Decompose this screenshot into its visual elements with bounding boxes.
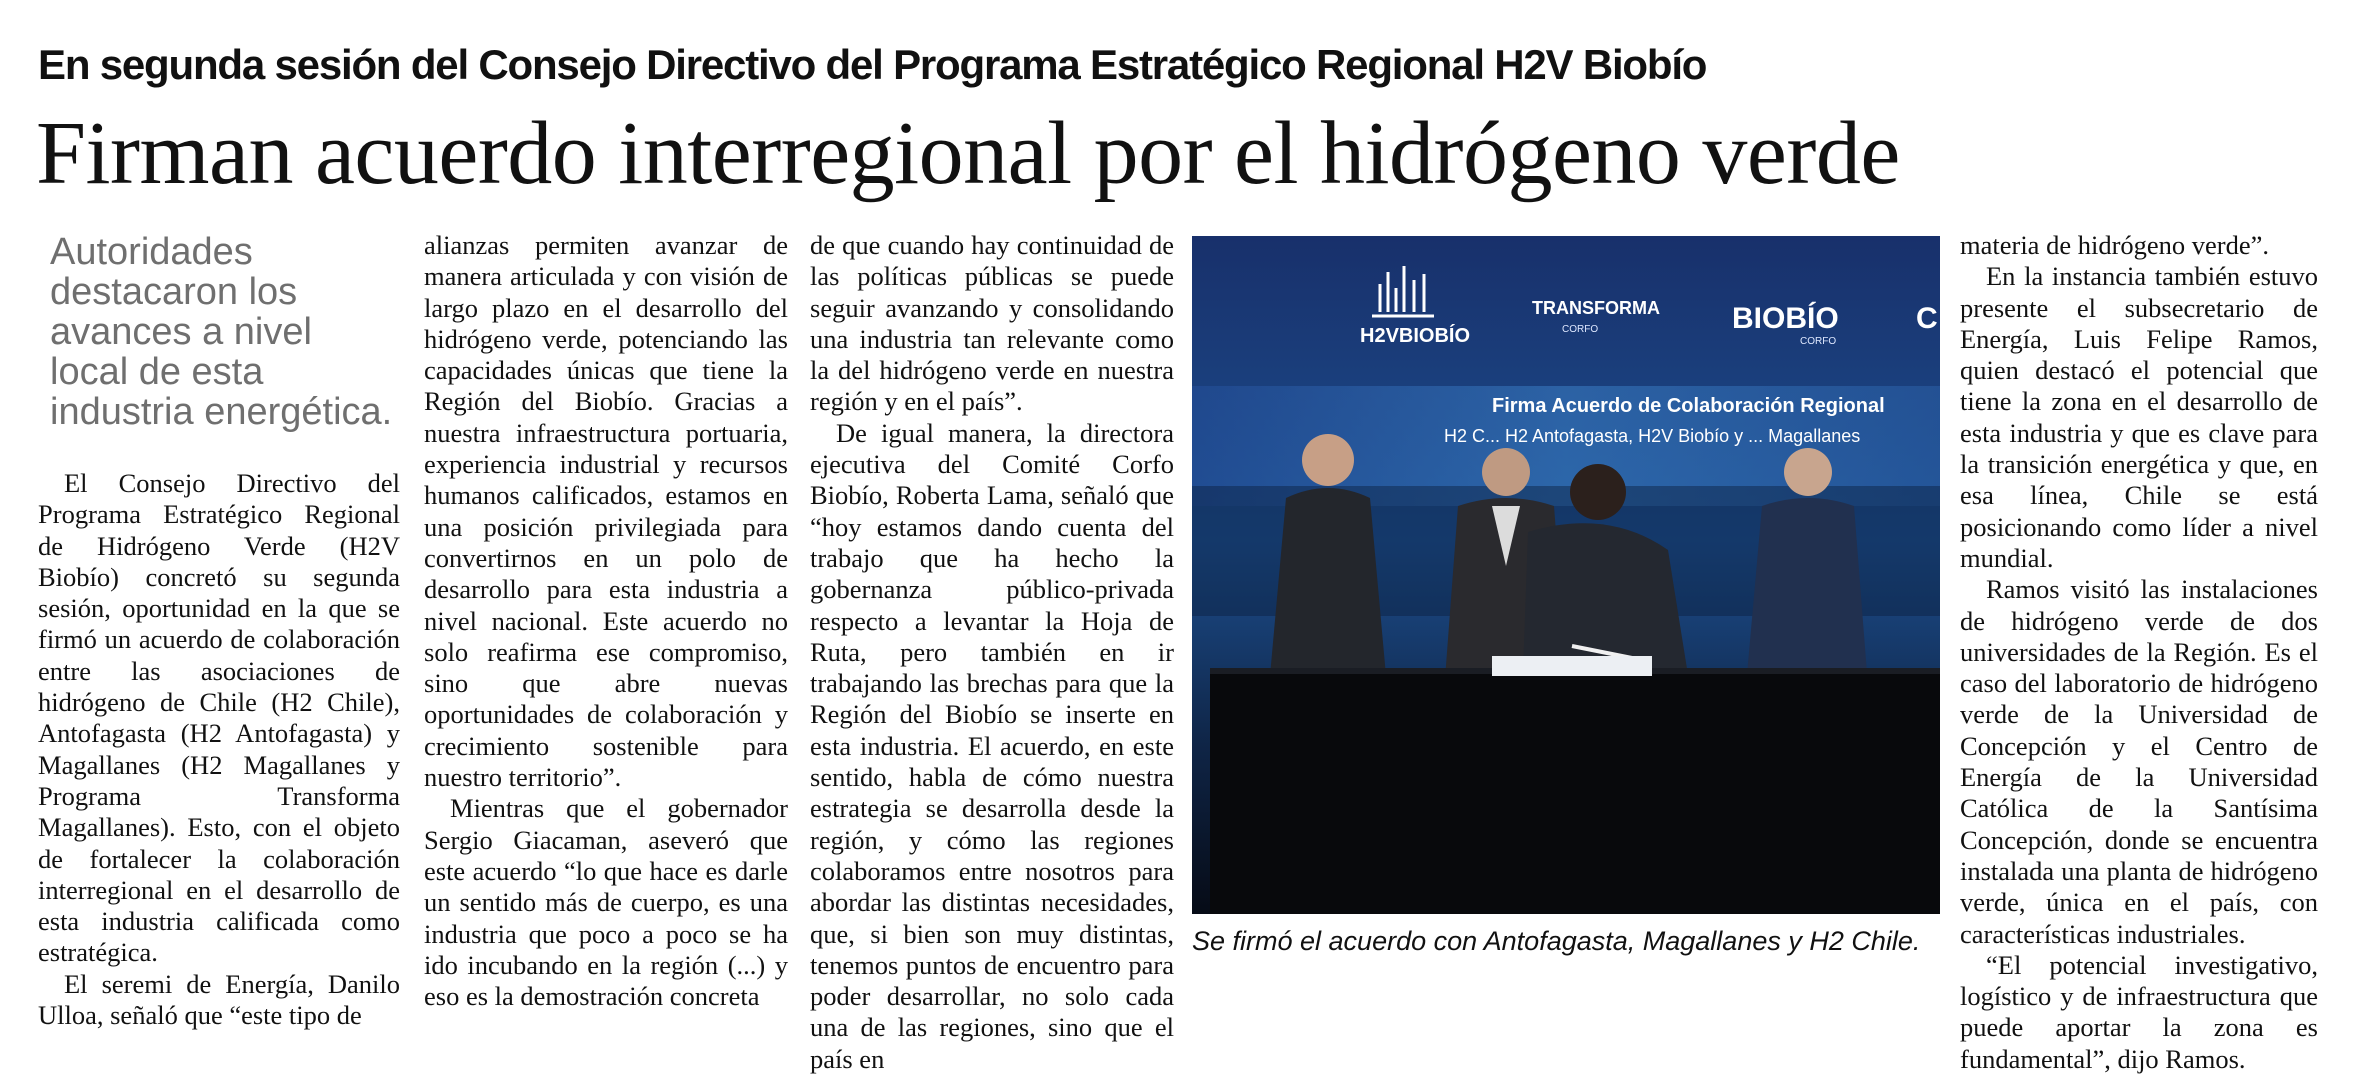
logo-biobio: BIOBÍO [1732, 302, 1839, 335]
signing-photo-illustration [1192, 236, 1940, 914]
paragraph: materia de hidrógeno verde”. [1960, 230, 2270, 260]
paragraph: De igual manera, la directora ejecutiva del Comité Corfo Biobío, Roberta Lama, señaló que “hoy estamos dando cuenta del trabajo que ha hecho la gobernanza público-privada respecto a levantar la Hoja de Ruta, pero también en ir trabajando las brechas para que la Región del Biobío se inserte en esta industria. El acuerdo, en este sentido, habla de cómo nuestra estrategia se desarrolla desde la región, y cómo las regiones colaboramos entre nosotros para abordar las distintas necesidades, que, si bien son muy distintas, tenemos puntos de encuentro para poder desarrollar, no solo cada una de las regiones, sino que el país en [810, 417, 1174, 1074]
signing-table [1210, 668, 1940, 914]
logo-partial: C [1916, 302, 1938, 335]
paragraph: Mientras que el gobernador Sergio Giacaman, aseveró que este acuerdo “lo que hace es darle un sentido más de cuerpo, es una industria que poco a poco se ha ido incubando en la región (...) y eso es la demostración concreta [424, 793, 788, 1012]
article-deck: Autoridades destacaron los avances a nivel local de esta industria energética. [50, 231, 393, 433]
paragraph: En la instancia también estuvo presente el subsecretario de Energía, Luis Felipe Ramos, quien destacó el potencial que tiene la zona en el desarrollo de esta industria y que es clave para la transición energética y que, en esa línea, Chile se está posicionando como líder a nivel mundial. [1960, 261, 2318, 573]
paragraph: Ramos visitó las instalaciones de hidrógeno verde de dos universidades de la Región. Es el caso del laboratorio de hidrógeno verde de la Universidad de Concepción y el Centro de Energía de la Universidad Católica de la Santísima Concepción, donde se encuentra instalada una planta de hidrógeno verde, única en el país, con características industriales. [1960, 574, 2318, 949]
photo-caption: Se firmó el acuerdo con Antofagasta, Magallanes y H2 Chile. [1192, 926, 1921, 956]
paragraph: de que cuando hay continuidad de las políticas públicas se puede seguir avanzando y consolidando una industria tan relevante como la del hidrógeno verde en nuestra región y en el país”. [810, 230, 1174, 417]
text-column-2 [424, 230, 788, 1012]
logo-transforma-sub: CORFO [1562, 324, 1599, 335]
text-column-4 [1960, 230, 2318, 1075]
logo-biobio-sub: CORFO [1800, 336, 1837, 347]
article-headline: Firman acuerdo interregional por el hidrógeno verde [36, 104, 1900, 203]
banner-title: Firma Acuerdo de Colaboración Regional [1492, 395, 1885, 417]
article-kicker: En segunda sesión del Consejo Directivo del Programa Estratégico Regional H2V Biobío [38, 41, 1707, 88]
paragraph: “El potencial investigativo, logístico y de infraestructura que puede aportar la zona es fundamental”, dijo Ramos. [1960, 949, 2318, 1074]
banner-subtitle: H2 C... H2 Antofagasta, H2V Biobío y ... Magallanes [1444, 426, 1861, 446]
signing-photo [1192, 236, 1940, 914]
logo-h2v: H2VBIOBÍO [1360, 325, 1471, 347]
text-column-3 [810, 230, 1174, 1075]
paragraph: El Consejo Directivo del Programa Estratégico Regional de Hidrógeno Verde (H2V Biobío) concretó su segunda sesión, oportunidad en la que se firmó un acuerdo de colaboración entre las asociaciones de hidrógeno de Chile (H2 Chile), Antofagasta (H2 Antofagasta) y Magallanes (H2 Magallanes y Programa Transforma Magallanes). Esto, con el objeto de fortalecer la colaboración interregional en el desarrollo de esta industria calificada como estratégica. [38, 468, 400, 968]
text-column-1 [38, 468, 400, 1031]
logo-transforma: TRANSFORMA [1532, 298, 1660, 318]
paragraph: alianzas permiten avanzar de manera articulada y con visión de largo plazo en el desarrollo del hidrógeno verde, potenciando las capacidades únicas que tiene la Región del Biobío. Gracias a nuestra infraestructura portuaria, experiencia industrial y recursos humanos calificados, estamos en una posición privilegiada para convertirnos en un polo de desarrollo para esta industria a nivel nacional. Este acuerdo no solo reafirma ese compromiso, sino que abre nuevas oportunidades de colaboración y crecimiento sostenible para nuestro territorio”. [424, 230, 788, 793]
document [1492, 656, 1652, 676]
paragraph: El seremi de Energía, Danilo Ulloa, señaló que “este tipo de [38, 968, 400, 1031]
